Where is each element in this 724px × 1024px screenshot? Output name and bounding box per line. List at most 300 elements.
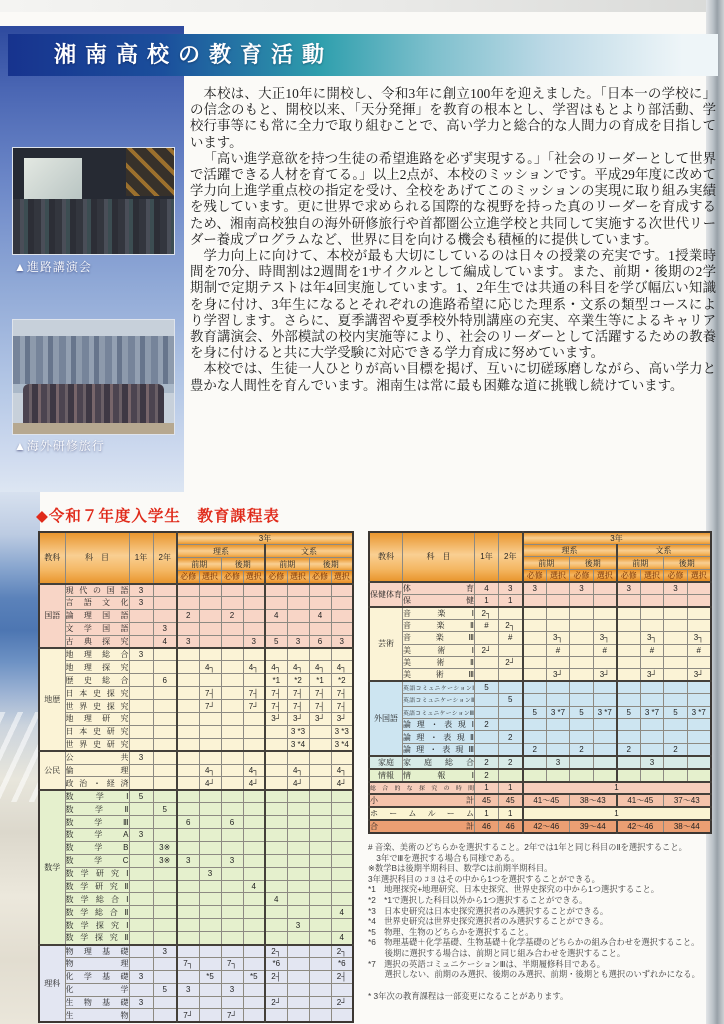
credit-cell (523, 607, 547, 620)
credit-cell (265, 854, 287, 867)
credit-cell (177, 712, 199, 725)
subject-name: 論理・表現Ⅱ (403, 732, 474, 742)
credit-cell (153, 816, 177, 829)
credit-cell: 3┘ (594, 669, 617, 682)
credit-cell (664, 719, 688, 731)
credit-cell: 2 (475, 756, 499, 769)
credit-cell (617, 644, 641, 656)
header-必修: 必修 (570, 569, 594, 582)
header-1年: 1年 (475, 532, 499, 582)
credit-cell (688, 731, 711, 743)
credit-cell (523, 769, 547, 782)
header-選択: 選択 (199, 571, 221, 584)
credit-cell (309, 828, 331, 841)
credit-cell (265, 584, 287, 597)
credit-cell: 5 (617, 706, 641, 718)
credit-cell (617, 619, 641, 631)
subject-name: 世界史研究 (65, 738, 129, 751)
footnote-lines (368, 842, 724, 980)
credit-cell (153, 880, 177, 893)
subject-group-label: 地歴 (39, 648, 65, 751)
credit-cell (199, 738, 221, 751)
credit-cell: 4 (331, 906, 353, 919)
header-必修: 必修 (309, 571, 331, 584)
credit-cell (287, 622, 309, 635)
credit-cell (129, 674, 153, 687)
credit-cell (331, 841, 353, 854)
student-group (23, 384, 165, 423)
credit-cell (475, 632, 499, 644)
credit-cell: 5 (129, 790, 153, 803)
credit-cell (243, 622, 265, 635)
credit-cell: 2┘ (265, 996, 287, 1009)
credit-cell (243, 906, 265, 919)
credit-cell (547, 656, 570, 668)
header-前期: 前期 (617, 557, 664, 569)
credit-cell (287, 893, 309, 906)
credit-cell: 5 (153, 983, 177, 996)
credit-cell (129, 661, 153, 674)
subject-name: 数学研究Ⅱ (65, 881, 129, 891)
page-title-banner (8, 34, 718, 76)
subject-name: 政治・経済 (65, 777, 129, 790)
credit-cell: 3 (570, 582, 594, 595)
credit-cell: 2 (221, 609, 243, 622)
credit-cell: *5 (243, 970, 265, 983)
credit-cell: 3 (221, 983, 243, 996)
credit-cell (243, 919, 265, 932)
credit-cell: 3 (287, 635, 309, 648)
credit-cell (265, 983, 287, 996)
footnote-line: 後期に選択する場合は、前期と同じ組み合わせを選択すること。 (368, 947, 626, 958)
subject-name: 数学探究Ⅱ (65, 932, 129, 945)
credit-cell (177, 880, 199, 893)
credit-cell (287, 803, 309, 816)
credit-cell: *1 (265, 674, 287, 687)
credit-cell: 3 (243, 635, 265, 648)
credit-cell (265, 932, 287, 945)
credit-cell (243, 584, 265, 597)
credit-cell: 2 (499, 731, 523, 743)
subject-name: 文学国語 (65, 624, 129, 634)
credit-cell: 7┘ (243, 700, 265, 713)
credit-cell (153, 777, 177, 790)
credit-cell: 2 (570, 743, 594, 756)
credit-cell (523, 632, 547, 644)
subject-name: 現代の国語 (65, 584, 129, 597)
credit-cell (570, 731, 594, 743)
credit-cell (177, 674, 199, 687)
credit-cell (641, 681, 664, 693)
credit-cell (153, 1009, 177, 1022)
credit-cell: 3 *4 (331, 738, 353, 751)
summary-cell: 46 (499, 820, 523, 833)
subject-name: 数学研究Ⅰ (65, 869, 129, 879)
credit-cell (153, 751, 177, 764)
credit-cell (287, 945, 309, 958)
credit-cell (594, 607, 617, 620)
credit-cell: 7┘ (199, 700, 221, 713)
credit-cell: 3 (129, 751, 153, 764)
credit-cell (664, 644, 688, 656)
subject-name: 音楽Ⅱ (403, 620, 474, 630)
credit-cell: 3 *3 (287, 725, 309, 738)
credit-cell: 2 (475, 719, 499, 731)
background-wave-texture (0, 712, 40, 802)
header-2年: 2年 (499, 532, 523, 582)
credit-cell: 3 (547, 756, 570, 769)
credit-cell (265, 596, 287, 609)
subject-group-label: 家庭 (369, 756, 403, 769)
credit-cell (243, 932, 265, 945)
credit-cell (265, 622, 287, 635)
credit-cell: 2┐ (499, 619, 523, 631)
credit-cell (177, 596, 199, 609)
subject-name: 倫理 (65, 765, 129, 775)
subject-name: 保健 (403, 595, 474, 605)
credit-cell (547, 769, 570, 782)
credit-cell (221, 596, 243, 609)
credit-cell: 7┤ (331, 687, 353, 700)
header-選択: 選択 (287, 571, 309, 584)
credit-cell (199, 880, 221, 893)
intro-paragraph-3: 学力向上に向けて、本校が最も大切にしているのは日々の授業の充実です。1授業時間を70分、時間割は2週間を1サイクルとして編成しています。また、前期・後期の2学期制で定期テストは年4回実施しています。1、2年生では共通の科目を学び幅広い知識を身に付け、3年生になるとそれぞれの進路希望に応じた理系・文系の類型コースにより学習します。さらに、夏季講習や夏季校外特別講座の充実、卒業生等によるキャリア教育講演会、外部模試の校内実施等により、社会のリーダーとして活躍するための教養を身に付けると共に大学受験に対応できる学力育成に努めています。 (190, 248, 716, 361)
page-title: 湘南高校の教育活動 (54, 42, 334, 67)
credit-cell (309, 738, 331, 751)
credit-cell (221, 648, 243, 661)
credit-cell: 4 (265, 609, 287, 622)
credit-cell (570, 619, 594, 631)
credit-cell (153, 919, 177, 932)
credit-cell: *2 (287, 674, 309, 687)
summary-cell: 41～45 (523, 794, 570, 807)
credit-cell (129, 725, 153, 738)
credit-cell (153, 957, 177, 970)
footnote-line: *2 *1で選択した科目以外から1つ選択することができる。 (368, 894, 588, 905)
credit-cell (153, 609, 177, 622)
header-後期: 後期 (664, 557, 711, 569)
credit-cell: 7┤ (287, 687, 309, 700)
credit-cell (499, 607, 523, 620)
credit-cell (617, 632, 641, 644)
subject-name: 数学探究Ⅰ (65, 920, 129, 930)
credit-cell (523, 731, 547, 743)
credit-cell (287, 1009, 309, 1022)
credit-cell: 1 (499, 594, 523, 607)
header-選択: 選択 (641, 569, 664, 582)
footnote-line: # 音楽、美術のどちらかを選択すること。2年では1年と同じ科目のⅡを選択すること。 (368, 842, 687, 852)
credit-cell (221, 635, 243, 648)
credit-cell: 4┐ (309, 661, 331, 674)
credit-cell (287, 584, 309, 597)
subject-group-label: 国語 (39, 584, 65, 648)
credit-cell: 2 (523, 743, 547, 756)
subject-name: 美術Ⅱ (403, 658, 474, 668)
credit-cell (129, 764, 153, 777)
credit-cell (499, 719, 523, 731)
photo-overseas-trip (12, 319, 175, 435)
credit-cell (153, 738, 177, 751)
credit-cell (664, 681, 688, 693)
credit-cell (499, 669, 523, 682)
credit-cell (265, 738, 287, 751)
credit-cell (309, 893, 331, 906)
credit-cell (199, 596, 221, 609)
credit-cell: 3 (129, 970, 153, 983)
credit-cell (177, 945, 199, 958)
credit-cell (570, 669, 594, 682)
subject-name: 音楽Ⅲ (403, 633, 474, 643)
credit-cell (243, 674, 265, 687)
credit-cell (547, 582, 570, 595)
summary-cell: 45 (499, 794, 523, 807)
credit-cell (129, 712, 153, 725)
credit-cell (309, 622, 331, 635)
credit-cell (199, 712, 221, 725)
summary-cell: 37～43 (664, 794, 711, 807)
credit-cell (129, 867, 153, 880)
credit-cell: 1 (475, 594, 499, 607)
credit-cell (265, 803, 287, 816)
credit-cell (287, 996, 309, 1009)
credit-cell (129, 880, 153, 893)
credit-cell (177, 790, 199, 803)
subject-name: 美術Ⅲ (403, 670, 474, 680)
curriculum-table-left (38, 531, 354, 1023)
credit-cell (331, 648, 353, 661)
credit-cell (265, 725, 287, 738)
credit-cell: 7┤ (265, 700, 287, 713)
header-2年: 2年 (153, 532, 177, 584)
credit-cell (129, 841, 153, 854)
credit-cell: 4 (153, 635, 177, 648)
credit-cell (523, 694, 547, 706)
credit-cell (523, 644, 547, 656)
credit-cell (547, 681, 570, 693)
credit-cell (287, 648, 309, 661)
credit-cell (153, 764, 177, 777)
credit-cell: 6 (153, 674, 177, 687)
header-必修: 必修 (664, 569, 688, 582)
credit-cell (499, 743, 523, 756)
credit-cell (547, 607, 570, 620)
credit-cell (243, 828, 265, 841)
credit-cell: 3※ (153, 841, 177, 854)
credit-cell: 2┤ (265, 970, 287, 983)
credit-cell (199, 816, 221, 829)
credit-cell: 3┐ (594, 632, 617, 644)
credit-cell: 3 *3 (331, 725, 353, 738)
credit-cell (177, 803, 199, 816)
credit-cell (641, 731, 664, 743)
footnote-line: 3年選択科目の ｺ ﾖ はその中から1つを選択することができる。 (368, 873, 600, 884)
credit-cell: 5 (523, 706, 547, 718)
credit-cell (523, 669, 547, 682)
credit-cell: 3 (129, 648, 153, 661)
subject-group-label: 保健体育 (369, 582, 403, 607)
credit-cell: 3 *7 (594, 706, 617, 718)
credit-cell (199, 751, 221, 764)
credit-cell (199, 803, 221, 816)
credit-cell (617, 594, 641, 607)
credit-cell (243, 648, 265, 661)
credit-cell (129, 957, 153, 970)
summary-cell: 1 (475, 782, 499, 794)
subject-name: 生物 (65, 1009, 129, 1022)
credit-cell: 3 (153, 622, 177, 635)
credit-cell (287, 841, 309, 854)
credit-cell: 6 (177, 816, 199, 829)
credit-cell: 6 (309, 635, 331, 648)
credit-cell (688, 594, 711, 607)
credit-cell (199, 609, 221, 622)
summary-row-label: ホームルーム (370, 809, 474, 819)
credit-cell: 3 (129, 996, 153, 1009)
credit-cell (199, 983, 221, 996)
credit-cell (331, 622, 353, 635)
credit-cell (641, 594, 664, 607)
credit-cell (177, 841, 199, 854)
credit-cell (199, 932, 221, 945)
summary-cell: 46 (475, 820, 499, 833)
credit-cell (331, 790, 353, 803)
credit-cell (221, 828, 243, 841)
credit-cell (243, 957, 265, 970)
header-必修: 必修 (177, 571, 199, 584)
credit-cell (177, 725, 199, 738)
credit-cell (265, 790, 287, 803)
credit-cell (153, 725, 177, 738)
credit-cell (221, 712, 243, 725)
credit-cell (221, 622, 243, 635)
credit-cell (331, 983, 353, 996)
credit-cell (129, 622, 153, 635)
subject-name: 化学 (65, 985, 129, 995)
credit-cell (641, 656, 664, 668)
credit-cell (688, 743, 711, 756)
credit-cell (309, 751, 331, 764)
credit-cell (221, 841, 243, 854)
header-選択: 選択 (331, 571, 353, 584)
credit-cell: 3 (523, 582, 547, 595)
subject-name: 英語コミュニケーションⅠ (403, 681, 475, 693)
credit-cell (243, 893, 265, 906)
credit-cell (221, 764, 243, 777)
credit-cell: 3 *7 (547, 706, 570, 718)
credit-cell (221, 584, 243, 597)
credit-cell (265, 880, 287, 893)
credit-cell (177, 648, 199, 661)
header-文系: 文系 (265, 545, 353, 558)
credit-cell (221, 777, 243, 790)
credit-cell (331, 880, 353, 893)
photo-caption-career-lecture: ▲進路講演会 (14, 260, 92, 274)
header-必修: 必修 (265, 571, 287, 584)
credit-cell (153, 893, 177, 906)
credit-cell (265, 867, 287, 880)
credit-cell (129, 945, 153, 958)
credit-cell: 5 (664, 706, 688, 718)
credit-cell (129, 906, 153, 919)
credit-cell (243, 816, 265, 829)
subject-group-label: 芸術 (369, 607, 403, 682)
credit-cell (177, 687, 199, 700)
credit-cell (641, 769, 664, 782)
credit-cell (221, 687, 243, 700)
credit-cell (153, 932, 177, 945)
credit-cell: 3 (664, 582, 688, 595)
credit-cell (221, 674, 243, 687)
credit-cell (287, 932, 309, 945)
credit-cell: 3 (499, 582, 523, 595)
credit-cell: 3 (129, 584, 153, 597)
credit-cell: 2┘ (331, 996, 353, 1009)
credit-cell (177, 919, 199, 932)
subject-name: 化学基礎 (65, 972, 129, 982)
credit-cell (199, 622, 221, 635)
credit-cell (570, 719, 594, 731)
credit-cell (617, 694, 641, 706)
subject-name: 数学Ⅲ (65, 817, 129, 827)
footnote-line: 選択しない、前期のみ選択、後期のみ選択、前期・後期とも選択のいずれかになる。 (368, 969, 700, 980)
credit-cell: 2 (617, 743, 641, 756)
curriculum-table-right (368, 531, 712, 834)
credit-cell (309, 996, 331, 1009)
credit-cell: # (688, 644, 711, 656)
credit-cell (287, 957, 309, 970)
credit-cell (547, 594, 570, 607)
credit-cell (331, 1009, 353, 1022)
credit-cell: 5 (499, 694, 523, 706)
credit-cell: 4┐ (199, 661, 221, 674)
credit-cell: 2┐ (265, 945, 287, 958)
credit-cell: 3┘ (331, 712, 353, 725)
credit-cell (265, 751, 287, 764)
credit-cell (594, 719, 617, 731)
credit-cell (243, 854, 265, 867)
intro-paragraph-2: 「高い進学意欲を持つ生徒の希望進路を必ず実現する。」「社会のリーダーとして世界で活躍できる人材を育てる。」以上2点が、本校のミッションです。平成29年度に改めて学力向上進学重点校の指定を受け、全校をあげてこのミッションの実現に取り組み実績を残しています。更に世界で求められる国際的な視野を持った真のリーダーを育成するため、湘南高校独自の海外研修旅行や首都圏公立進学校と共同して実施する次世代リーダー養成プログラムなど、世界に目を向ける機会も積極的に提供しています。 (190, 150, 716, 247)
credit-cell: 4 (309, 609, 331, 622)
header-選択: 選択 (547, 569, 570, 582)
subject-name: 家庭総合 (403, 757, 474, 767)
credit-cell (594, 656, 617, 668)
credit-cell (309, 919, 331, 932)
credit-cell (243, 609, 265, 622)
credit-cell (177, 906, 199, 919)
credit-cell (617, 719, 641, 731)
credit-cell (331, 751, 353, 764)
credit-cell: 4┘ (331, 777, 353, 790)
credit-cell (287, 854, 309, 867)
credit-cell (177, 661, 199, 674)
header-1年: 1年 (129, 532, 153, 584)
credit-cell: 7┤ (243, 687, 265, 700)
credit-cell (153, 906, 177, 919)
credit-cell (641, 619, 664, 631)
header-文系: 文系 (617, 545, 711, 557)
credit-cell (153, 828, 177, 841)
credit-cell (177, 828, 199, 841)
credit-cell (331, 596, 353, 609)
credit-cell (331, 803, 353, 816)
auditorium-screen (24, 158, 82, 203)
credit-cell (547, 619, 570, 631)
summary-cell: 42～46 (523, 820, 570, 833)
credit-cell (688, 681, 711, 693)
credit-cell: 5 (475, 681, 499, 693)
credit-cell (475, 656, 499, 668)
summary-cell: 1 (499, 782, 523, 794)
